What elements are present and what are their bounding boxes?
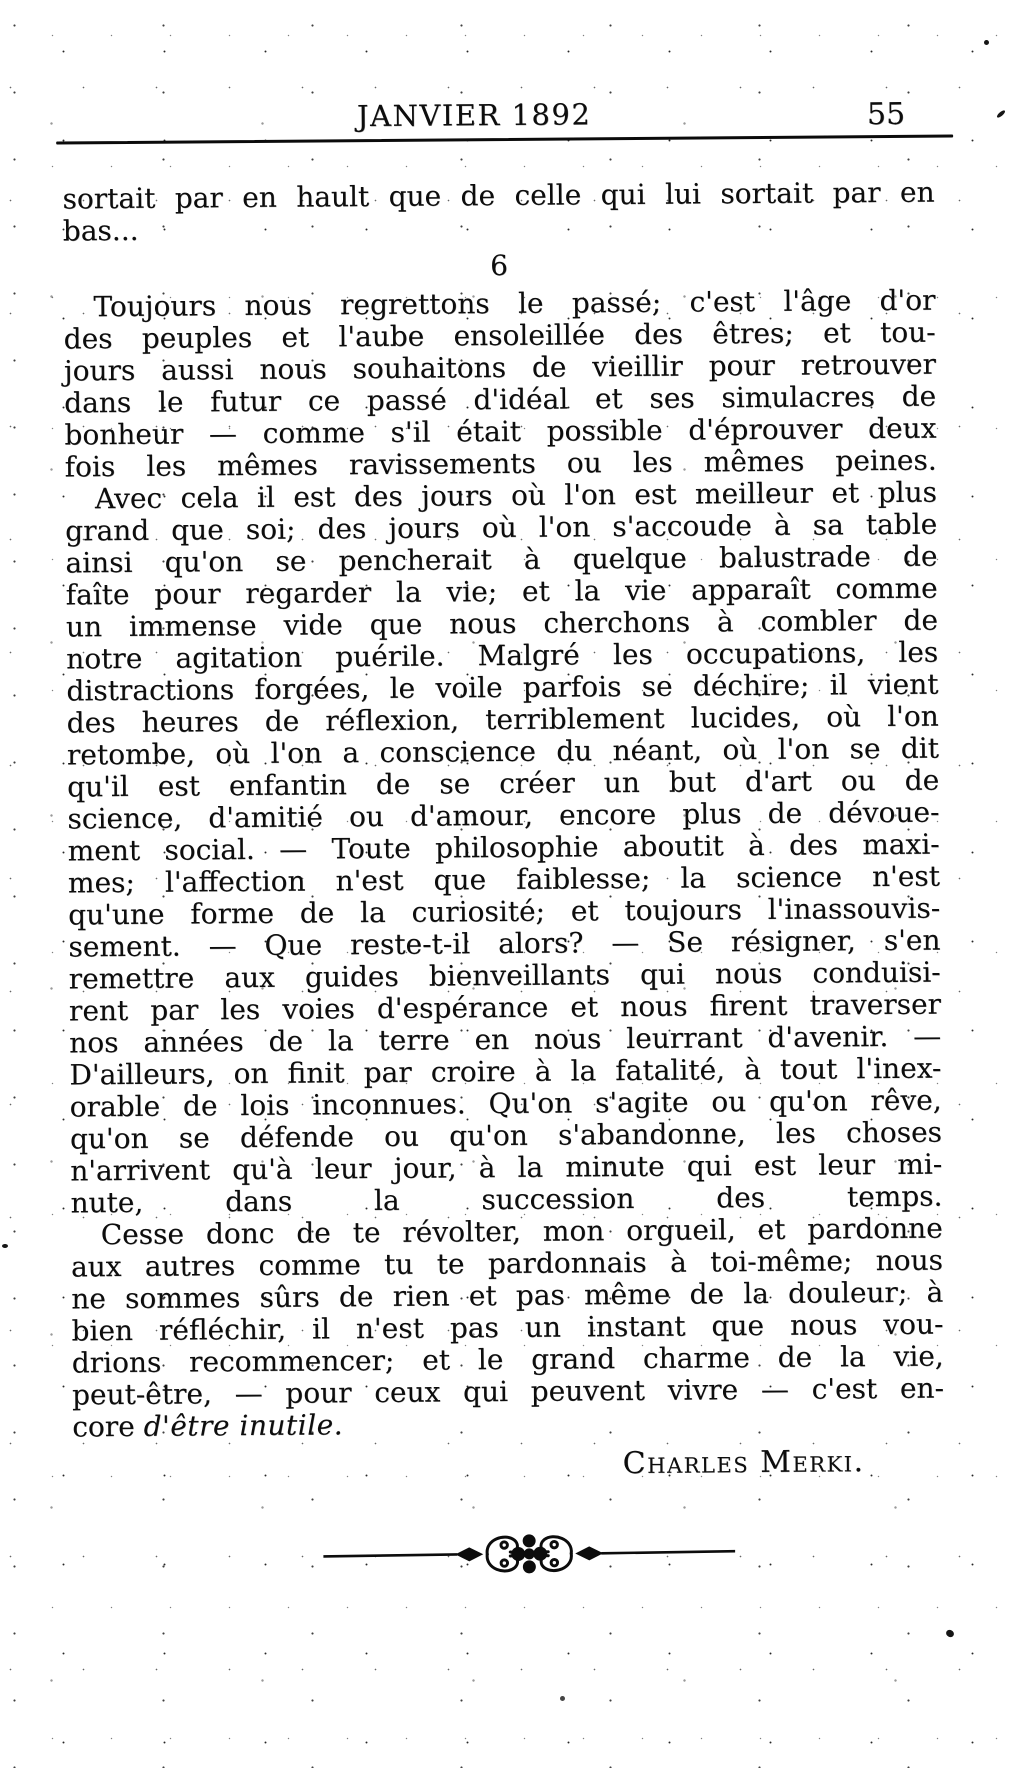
paragraph-lines bbox=[71, 1213, 944, 1412]
text-line: des peuples et l'aube ensoleillée des êtres; et tou- bbox=[63, 315, 936, 356]
paragraph-lines bbox=[63, 285, 936, 484]
text-line: sement. — Que reste-t-il alors? — Se résigner, s'en bbox=[68, 923, 941, 964]
text-line: nute, dans la succession des temps. bbox=[70, 1179, 943, 1220]
text-line: faîte pour regarder la vie; et la vie apparaît comme bbox=[65, 571, 938, 612]
text-line: bonheur — comme s'il était possible d'éprouver deux bbox=[64, 411, 937, 452]
text-line: grand que soi; des jours où l'on s'accoude à sa table bbox=[65, 507, 938, 548]
text-line: dans le futur ce passé d'idéal et ses simulacres de bbox=[64, 379, 937, 420]
page-number: 55 bbox=[866, 96, 906, 133]
scan-speckle bbox=[2, 1244, 8, 1248]
paragraph bbox=[65, 477, 943, 1220]
text-line: drions recommencer; et le grand charme de la vie, bbox=[71, 1339, 944, 1380]
text-line: rent par les voies d'espérance et nous firent traverser bbox=[68, 987, 942, 1028]
text-line: aux autres comme tu te pardonnais à toi-même; nous bbox=[70, 1243, 944, 1284]
closing-line-lead: core bbox=[72, 1409, 144, 1444]
text-line: jours aussi nous souhaitons de vieillir pour retrouver bbox=[63, 347, 937, 388]
text-line: bien réfléchir, il n'est pas un instant que nous vou- bbox=[71, 1307, 944, 1348]
paragraph-lines bbox=[65, 477, 943, 1220]
scan-speckle bbox=[984, 40, 989, 45]
text-line: Avec cela il est des jours où l'on est meilleur et plus bbox=[94, 475, 938, 516]
text-line: ment social. — Toute philosophie aboutit à des maxi- bbox=[67, 827, 940, 868]
text-block bbox=[62, 177, 944, 1486]
closing-paragraph bbox=[71, 1213, 945, 1444]
text-line: nos années de la terre en nous leurrant d'avenir. — bbox=[69, 1019, 942, 1060]
text-line: qu'on se défende ou qu'on s'abandonne, les choses bbox=[69, 1115, 943, 1156]
text-line: n'arrivent qu'à leur jour, à la minute qui est leur mi- bbox=[70, 1147, 943, 1188]
text-line: peut-être, — pour ceux qui peuvent vivre — c'est en- bbox=[71, 1371, 945, 1412]
text-line: retombe, où l'on a conscience du néant, où l'on se dit bbox=[66, 731, 940, 772]
section-number: 6 bbox=[490, 248, 509, 283]
text-line: fois les mêmes ravissements ou les mêmes peines. bbox=[64, 443, 937, 484]
header-rule bbox=[56, 134, 953, 144]
journal-title: JANVIER 1892 bbox=[356, 97, 592, 134]
text-line: Cesse donc de te révolter, mon orgueil, et pardonne bbox=[100, 1211, 943, 1252]
text-line: des heures de réflexion, terriblement lucides, où l'on bbox=[66, 699, 939, 740]
fleuron-ornament-icon bbox=[323, 1522, 735, 1585]
continuation-fragment bbox=[62, 177, 934, 248]
text-line: science, d'amitié ou d'amour, encore plus de dévoue- bbox=[67, 795, 940, 836]
text-line: qu'une forme de la curiosité; et toujours l'inassouvis- bbox=[68, 891, 941, 932]
text-line: ne sommes sûrs de rien et pas même de la douleur; à bbox=[71, 1275, 944, 1316]
closing-line bbox=[72, 1405, 944, 1444]
text-line: bas... bbox=[62, 213, 139, 248]
paragraph bbox=[63, 285, 936, 484]
closing-line-italic: d'être inutile. bbox=[143, 1408, 344, 1443]
text-line: un immense vide que nous cherchons à combler de bbox=[65, 603, 939, 644]
text-line: notre agitation puérile. Malgré les occupations, les bbox=[66, 635, 939, 676]
text-line: distractions forgées, le voile parfois se déchire; il vient bbox=[66, 667, 939, 708]
text-line: mes; l'affection n'est que faiblesse; la science n'est bbox=[67, 859, 941, 900]
author-signature: Charles Merki. bbox=[622, 1444, 865, 1482]
text-line: qu'il est enfantin de se créer un but d'art ou de bbox=[67, 763, 940, 804]
scan-speckle bbox=[560, 1696, 565, 1701]
section-divider bbox=[323, 1522, 735, 1585]
text-line: sortait par en hault que de celle qui lui sortait par en bbox=[62, 175, 935, 216]
text-line: D'ailleurs, on finit par croire à la fatalité, à tout l'inex- bbox=[69, 1051, 942, 1092]
text-line: remettre aux guides bienveillants qui nous conduisi- bbox=[68, 955, 941, 996]
text-line: Toujours nous regrettons le passé; c'est l'âge d'or bbox=[93, 283, 936, 324]
continuation-lines bbox=[62, 177, 934, 248]
text-line: ainsi qu'on se pencherait à quelque balustrade de bbox=[65, 539, 938, 580]
text-line: orable de lois inconnues. Qu'on s'agite ou qu'on rêve, bbox=[69, 1083, 942, 1124]
